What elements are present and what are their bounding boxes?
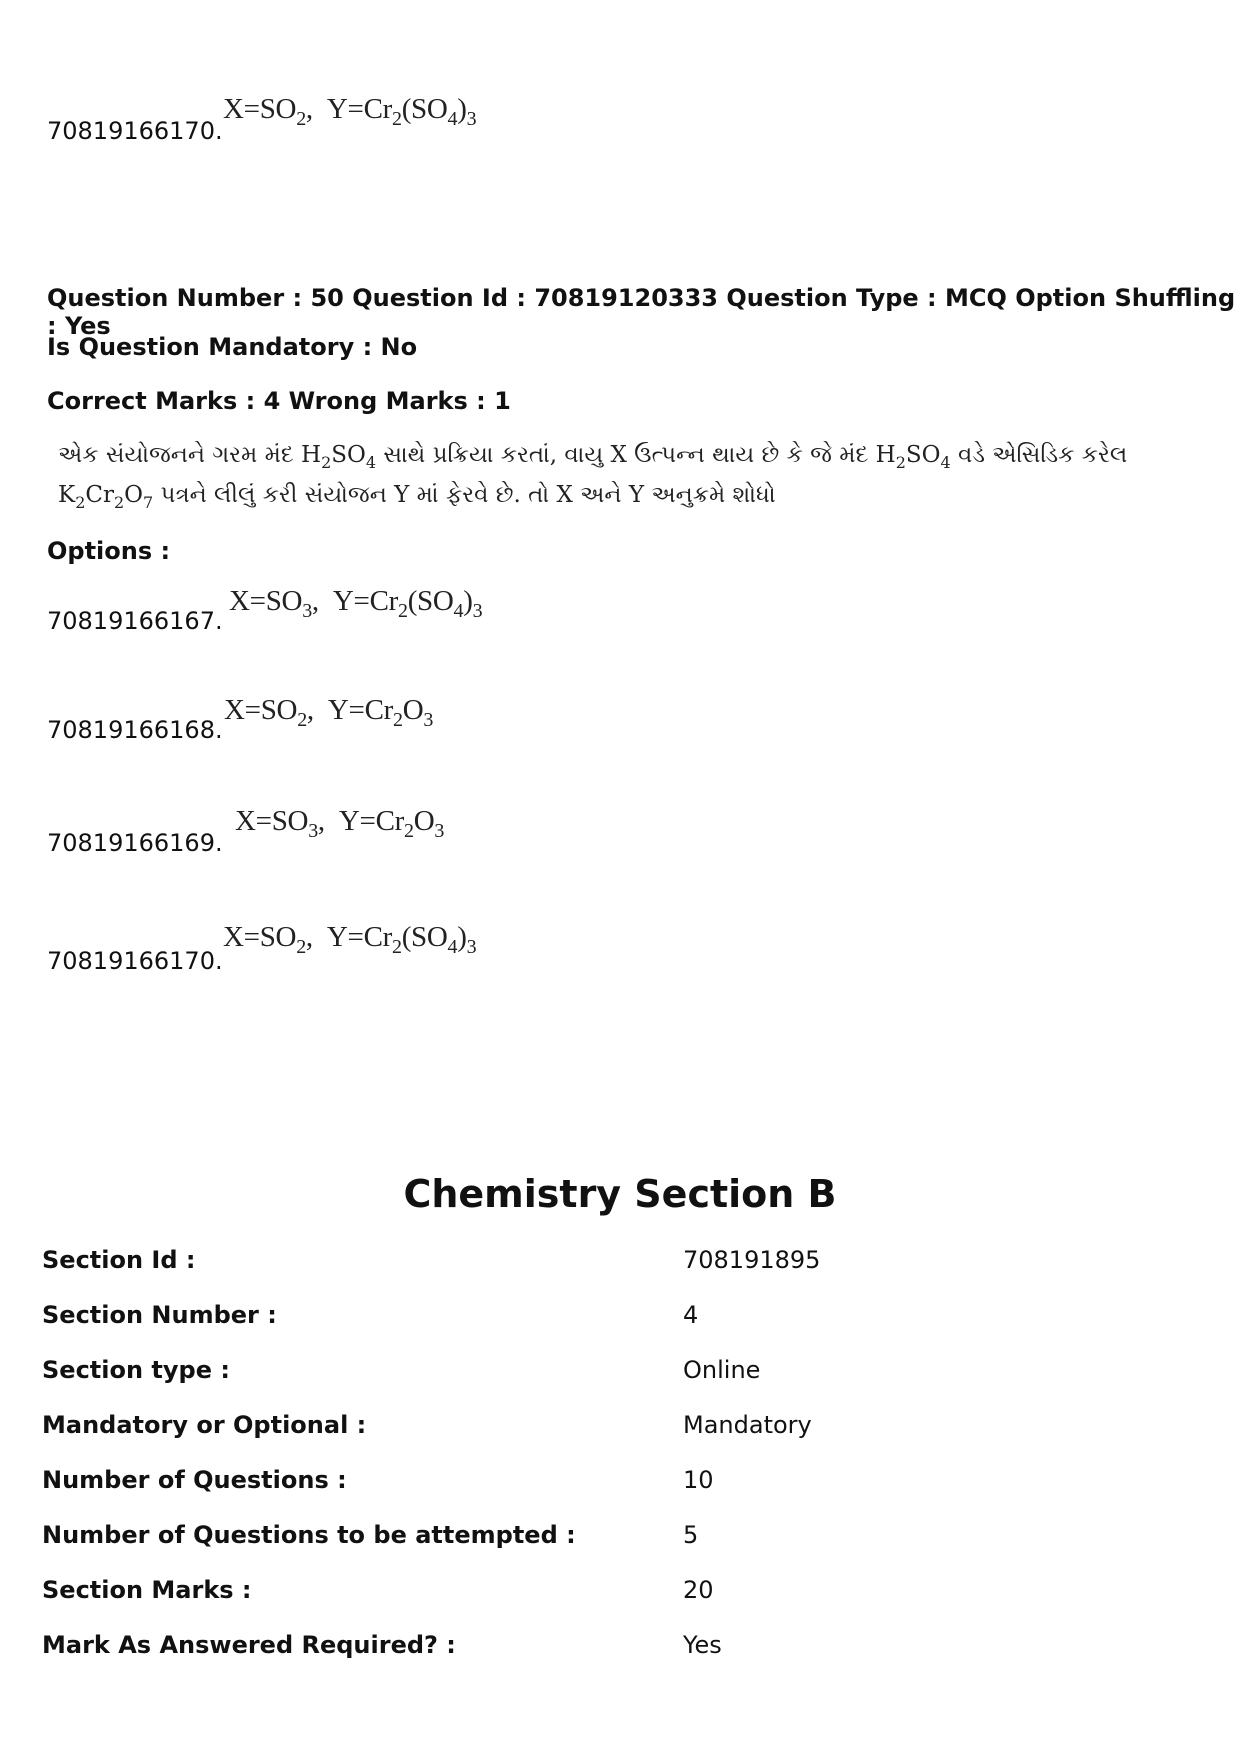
number-of-questions-value: 10	[683, 1466, 714, 1494]
option-4-id: 70819166170.	[47, 947, 223, 975]
questions-to-attempt-value: 5	[683, 1521, 699, 1549]
question-text	[58, 435, 1127, 515]
options-label: Options :	[47, 537, 171, 565]
option-3-formula: $X=SO_3$, $Y=Cr_2O_3$	[235, 805, 445, 842]
section-number-value: 4	[683, 1301, 699, 1329]
questions-to-attempt-label: Number of Questions to be attempted :	[42, 1521, 576, 1549]
prev-option-formula: $X=SO_2$, $Y=Cr_2(SO_4)_3$	[223, 93, 477, 130]
option-2-id: 70819166168.	[47, 716, 223, 744]
section-type-value: Online	[683, 1356, 761, 1384]
question-text-line-2: $K_2Cr_2O_7$ પત્રને લીલું કરી સંયોજન Y માં ફેરવે છે. તો X અને Y અનુક્રમે શોધો	[58, 482, 776, 512]
option-3-id: 70819166169.	[47, 829, 223, 857]
option-1-formula: $X=SO_3$, $Y=Cr_2(SO_4)_3$	[229, 585, 483, 622]
option-4-formula: $X=SO_2$, $Y=Cr_2(SO_4)_3$	[223, 921, 477, 958]
section-marks-value: 20	[683, 1576, 714, 1604]
number-of-questions-label: Number of Questions :	[42, 1466, 347, 1494]
question-marks: Correct Marks : 4 Wrong Marks : 1	[47, 387, 511, 415]
mandatory-optional-label: Mandatory or Optional :	[42, 1411, 367, 1439]
question-header: Question Number : 50 Question Id : 70819120333 Question Type : MCQ Option Shuffling : Yes	[47, 284, 1236, 340]
question-text-line-1: એક સંયોજનને ગરમ મંદ $H_2SO_4$ સાથે પ્રક્રિયા કરતાં, વાયુ X ઉત્પન્ન થાય છે કે જે મંદ $H_2SO_4$ વડે એસિડિક કરેલ	[58, 442, 1128, 472]
prev-option-id: 70819166170.	[47, 117, 223, 145]
section-id-value: 708191895	[683, 1246, 821, 1274]
mandatory-optional-value: Mandatory	[683, 1411, 812, 1439]
option-1-id: 70819166167.	[47, 607, 223, 635]
section-number-label: Section Number :	[42, 1301, 277, 1329]
mark-as-answered-value: Yes	[683, 1631, 722, 1659]
option-2-formula: $X=SO_2$, $Y=Cr_2O_3$	[224, 694, 434, 731]
section-id-label: Section Id :	[42, 1246, 196, 1274]
question-mandatory: Is Question Mandatory : No	[47, 333, 418, 361]
section-marks-label: Section Marks :	[42, 1576, 252, 1604]
mark-as-answered-label: Mark As Answered Required? :	[42, 1631, 456, 1659]
section-title: Chemistry Section B	[403, 1172, 837, 1216]
section-type-label: Section type :	[42, 1356, 230, 1384]
